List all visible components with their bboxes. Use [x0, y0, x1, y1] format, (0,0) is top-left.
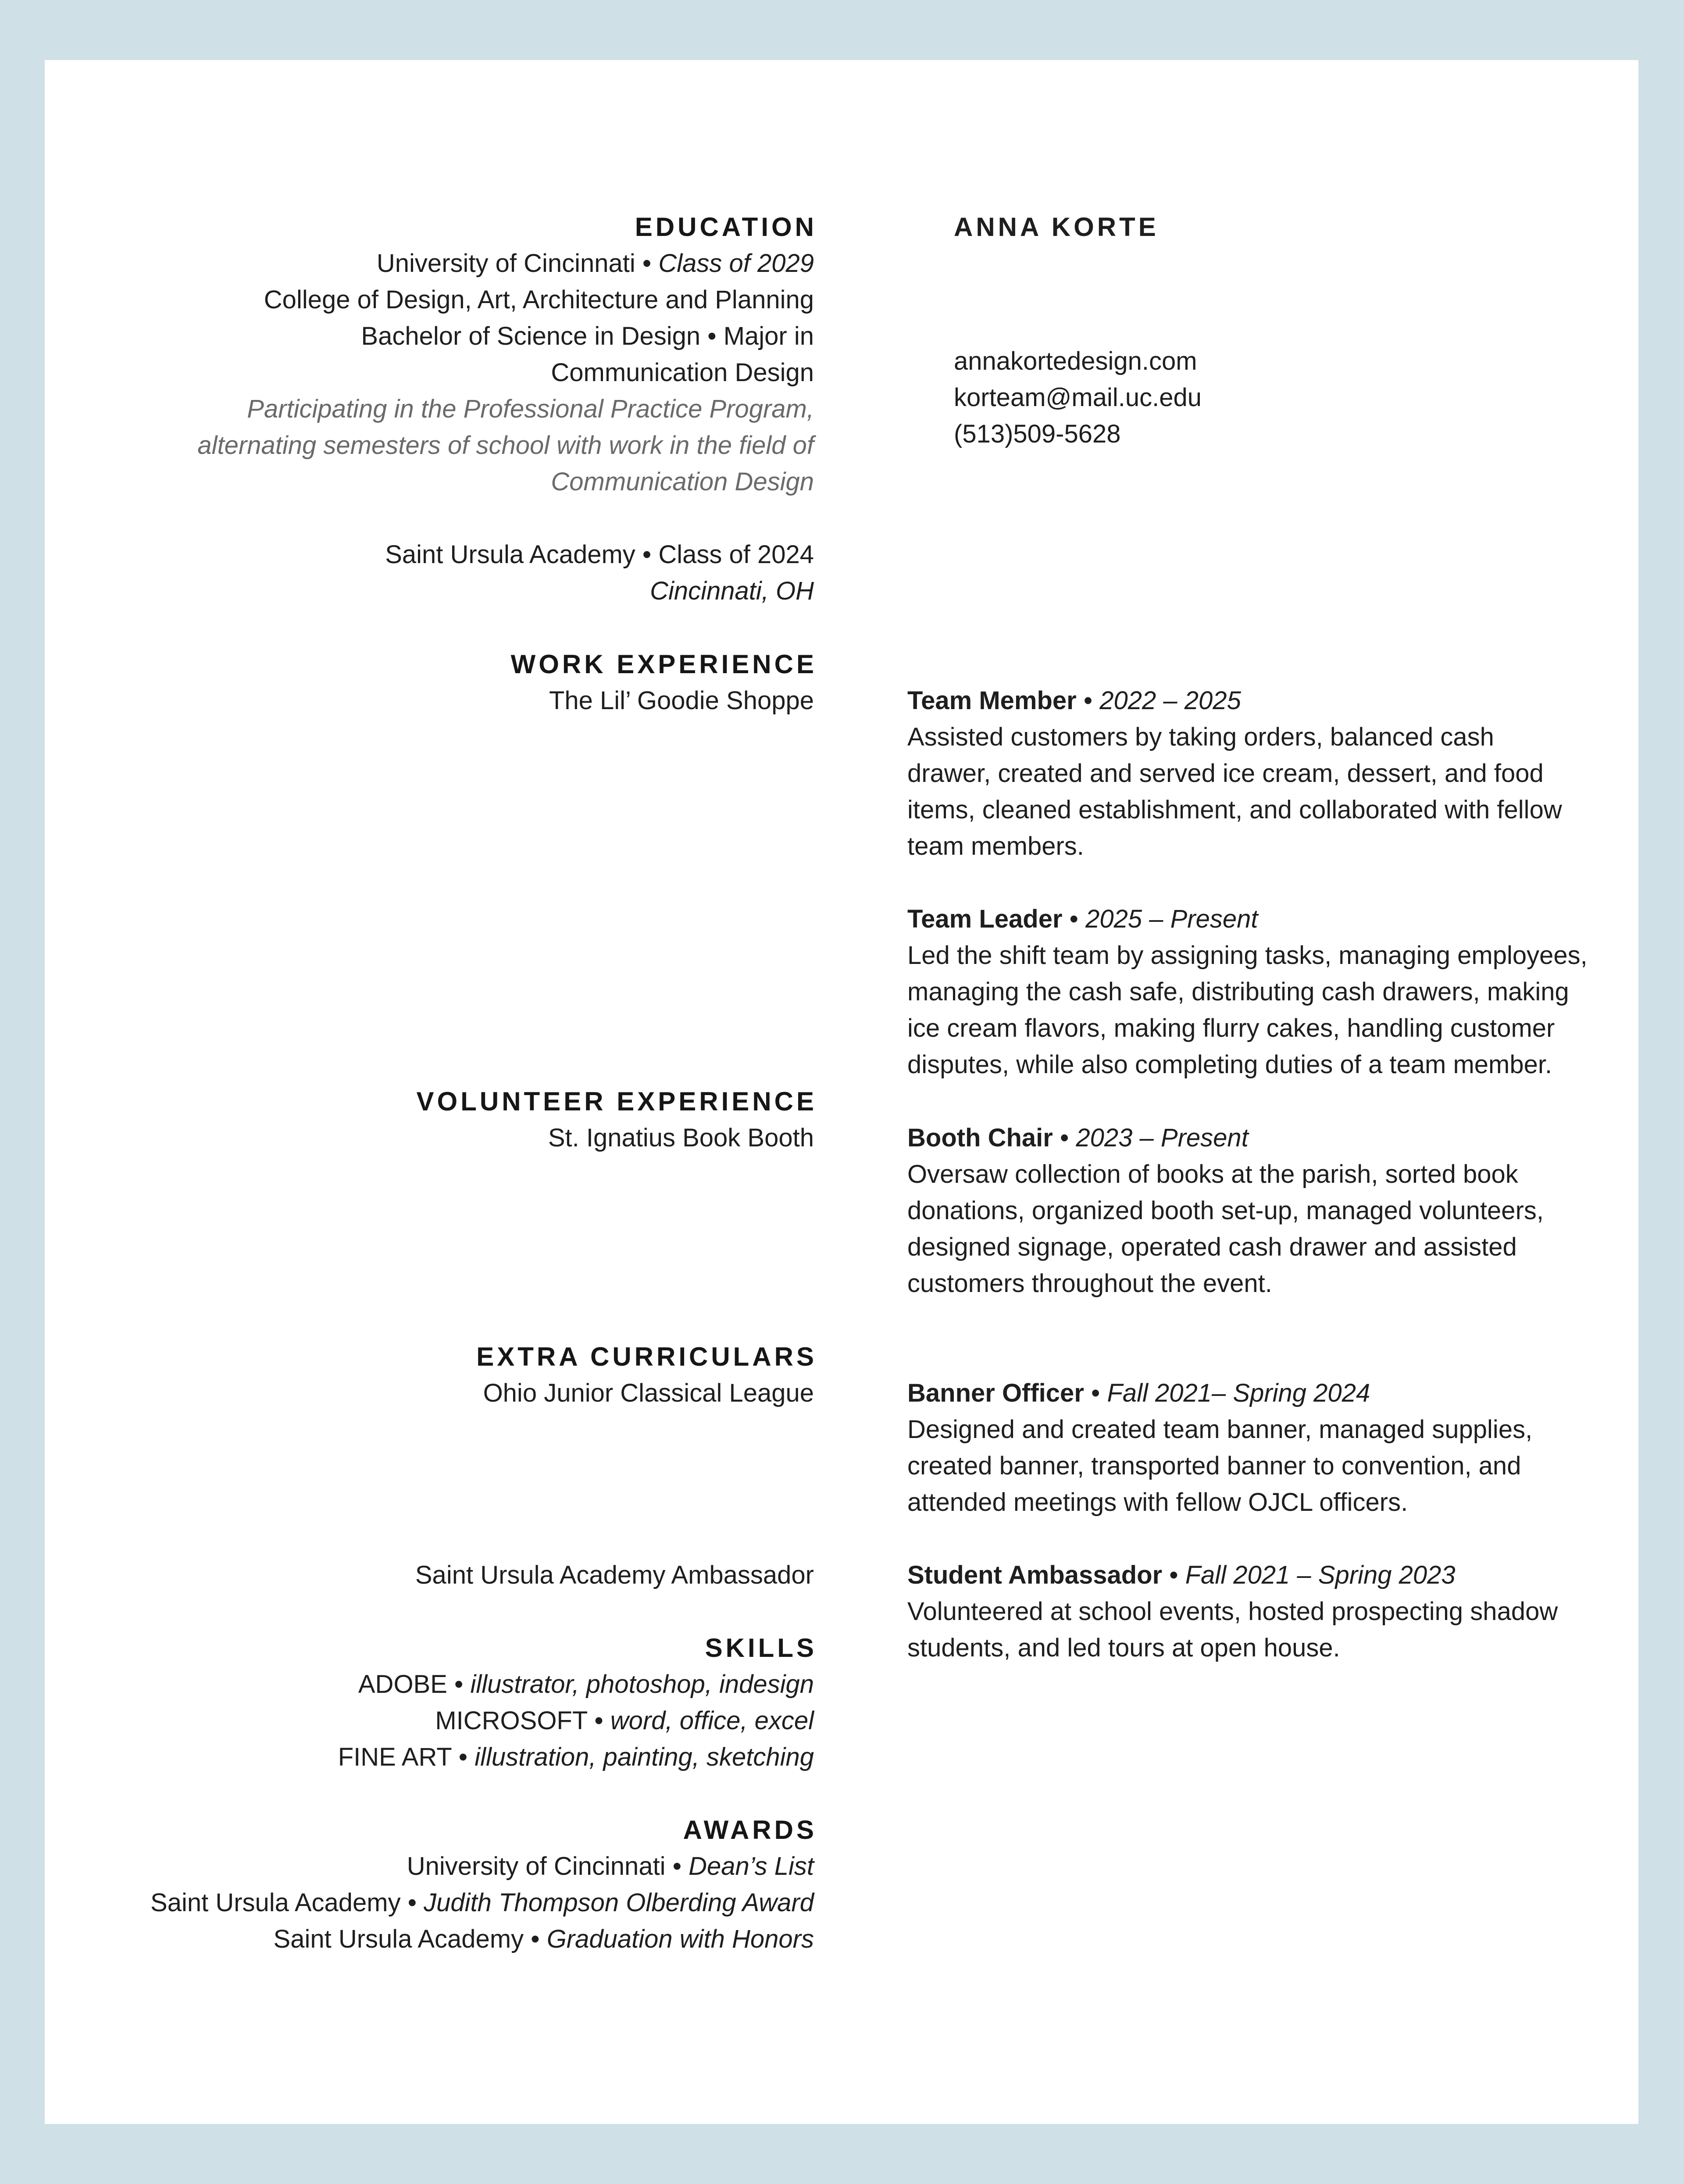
adobe-label: ADOBE — [358, 1670, 447, 1699]
volunteer-section — [416, 1083, 817, 1156]
art-items: illustration, painting, sketching — [475, 1743, 814, 1771]
adobe-items: illustrator, photoshop, indesign — [470, 1670, 814, 1699]
volunteer-title: Booth Chair — [907, 1124, 1053, 1152]
volunteer-details — [907, 1120, 1544, 1302]
role2-title-line: Team Leader • 2025 – Present — [907, 905, 1258, 933]
awards-heading: AWARDS — [683, 1815, 817, 1845]
role1-desc-4: team members. — [907, 832, 1084, 860]
role2-desc-3: ice cream flavors, making flurry cakes, handling customer — [907, 1014, 1555, 1042]
extra-desc-1-3: attended meetings with fellow OJCL officers. — [907, 1488, 1408, 1517]
volunteer-desc-1: Oversaw collection of books at the parish, sorted book — [907, 1160, 1518, 1188]
extra-org-2: Saint Ursula Academy Ambassador — [415, 1561, 814, 1589]
role1-desc-1: Assisted customers by taking orders, balanced cash — [907, 723, 1494, 751]
work-section — [510, 646, 817, 719]
volunteer-desc-3: designed signage, operated cash drawer and assisted — [907, 1233, 1517, 1261]
role2-title: Team Leader — [907, 905, 1063, 933]
role2-desc-2: managing the cash safe, distributing cash drawers, making — [907, 978, 1569, 1006]
uc-line: University of Cincinnati • Class of 2029 — [376, 249, 814, 278]
uc-class: Class of 2029 — [658, 249, 814, 278]
volunteer-dates: 2023 – Present — [1076, 1124, 1249, 1152]
skills-heading: SKILLS — [705, 1633, 817, 1663]
role2-desc-4: disputes, while also completing duties of a team member. — [907, 1050, 1552, 1079]
award-1-org: University of Cincinnati — [407, 1852, 666, 1881]
email-link[interactable]: korteam@mail.uc.edu — [954, 383, 1202, 412]
uc-note-2: alternating semesters of school with work in the field of — [197, 431, 814, 460]
award-2-org: Saint Ursula Academy — [150, 1888, 401, 1917]
name-heading: ANNA KORTE — [954, 212, 1159, 242]
award-2: Saint Ursula Academy • Judith Thompson Olberding Award — [150, 1888, 814, 1917]
extra-title-1: Banner Officer — [907, 1379, 1084, 1407]
website-link[interactable]: annakortedesign.com — [954, 347, 1197, 375]
extra-details-2 — [907, 1557, 1558, 1666]
uc-degree-1: Bachelor of Science in Design • Major in — [361, 322, 814, 350]
work-details — [907, 682, 1588, 1083]
award-3-name: Graduation with Honors — [546, 1925, 814, 1953]
role1-title-line: Team Member • 2022 – 2025 — [907, 686, 1241, 715]
role1-desc-3: items, cleaned establishment, and collaborated with fellow — [907, 796, 1562, 824]
role1-desc-2: drawer, created and served ice cream, dessert, and food — [907, 759, 1544, 788]
sua-location: Cincinnati, OH — [650, 577, 814, 605]
skill-art: FINE ART • illustration, painting, sketching — [338, 1743, 814, 1771]
award-1-name: Dean’s List — [689, 1852, 814, 1881]
skills-section — [338, 1630, 817, 1775]
volunteer-desc-2: donations, organized booth set-up, managed volunteers, — [907, 1196, 1544, 1225]
uc-degree-2: Communication Design — [551, 358, 814, 387]
skill-adobe: ADOBE • illustrator, photoshop, indesign — [358, 1670, 814, 1699]
extra-dates-2: Fall 2021 – Spring 2023 — [1185, 1561, 1456, 1589]
contact-block — [954, 343, 1202, 452]
award-1: University of Cincinnati • Dean’s List — [407, 1852, 814, 1881]
extra-title-2: Student Ambassador — [907, 1561, 1163, 1589]
sua-line: Saint Ursula Academy • Class of 2024 — [385, 540, 814, 569]
volunteer-desc-4: customers throughout the event. — [907, 1269, 1272, 1298]
education-heading: EDUCATION — [635, 212, 817, 242]
volunteer-title-line: Booth Chair • 2023 – Present — [907, 1124, 1249, 1152]
volunteer-org: St. Ignatius Book Booth — [548, 1124, 814, 1152]
extra-desc-2-2: students, and led tours at open house. — [907, 1634, 1340, 1662]
extra-section — [476, 1338, 817, 1411]
education-section — [197, 209, 817, 609]
extra-desc-2-1: Volunteered at school events, hosted prospecting shadow — [907, 1597, 1558, 1626]
awards-section — [150, 1812, 817, 1957]
uc-note-3: Communication Design — [551, 467, 814, 496]
role2-desc-1: Led the shift team by assigning tasks, managing employees, — [907, 941, 1588, 970]
extra-desc-1-1: Designed and created team banner, managed supplies, — [907, 1415, 1533, 1444]
microsoft-items: word, office, excel — [610, 1706, 814, 1735]
microsoft-label: MICROSOFT — [435, 1706, 588, 1735]
uc-note-1: Participating in the Professional Practice Program, — [247, 395, 814, 423]
extra-title-line-1: Banner Officer • Fall 2021– Spring 2024 — [907, 1379, 1370, 1407]
work-employer: The Lil’ Goodie Shoppe — [549, 686, 814, 715]
award-2-name: Judith Thompson Olberding Award — [424, 1888, 814, 1917]
award-3: Saint Ursula Academy • Graduation with Honors — [273, 1925, 814, 1953]
uc-college: College of Design, Art, Architecture and Planning — [264, 285, 814, 314]
extra-details-1 — [907, 1375, 1532, 1520]
uc-school: University of Cincinnati — [376, 249, 635, 278]
role1-dates: 2022 – 2025 — [1099, 686, 1241, 715]
extra-heading: EXTRA CURRICULARS — [476, 1342, 817, 1371]
volunteer-heading: VOLUNTEER EXPERIENCE — [416, 1087, 817, 1116]
extra-desc-1-2: created banner, transported banner to convention, and — [907, 1452, 1521, 1480]
extra-title-line-2: Student Ambassador • Fall 2021 – Spring 2023 — [907, 1561, 1456, 1589]
extra-dates-1: Fall 2021– Spring 2024 — [1107, 1379, 1370, 1407]
skill-microsoft: MICROSOFT • word, office, excel — [435, 1706, 814, 1735]
role2-dates: 2025 – Present — [1085, 905, 1258, 933]
extra-org-1: Ohio Junior Classical League — [483, 1379, 814, 1407]
phone-number: (513)509-5628 — [954, 420, 1121, 448]
art-label: FINE ART — [338, 1743, 452, 1771]
work-heading: WORK EXPERIENCE — [510, 649, 817, 679]
resume-page — [45, 60, 1638, 2124]
extra-org-2-block — [415, 1557, 814, 1593]
role1-title: Team Member — [907, 686, 1077, 715]
award-3-org: Saint Ursula Academy — [273, 1925, 524, 1953]
